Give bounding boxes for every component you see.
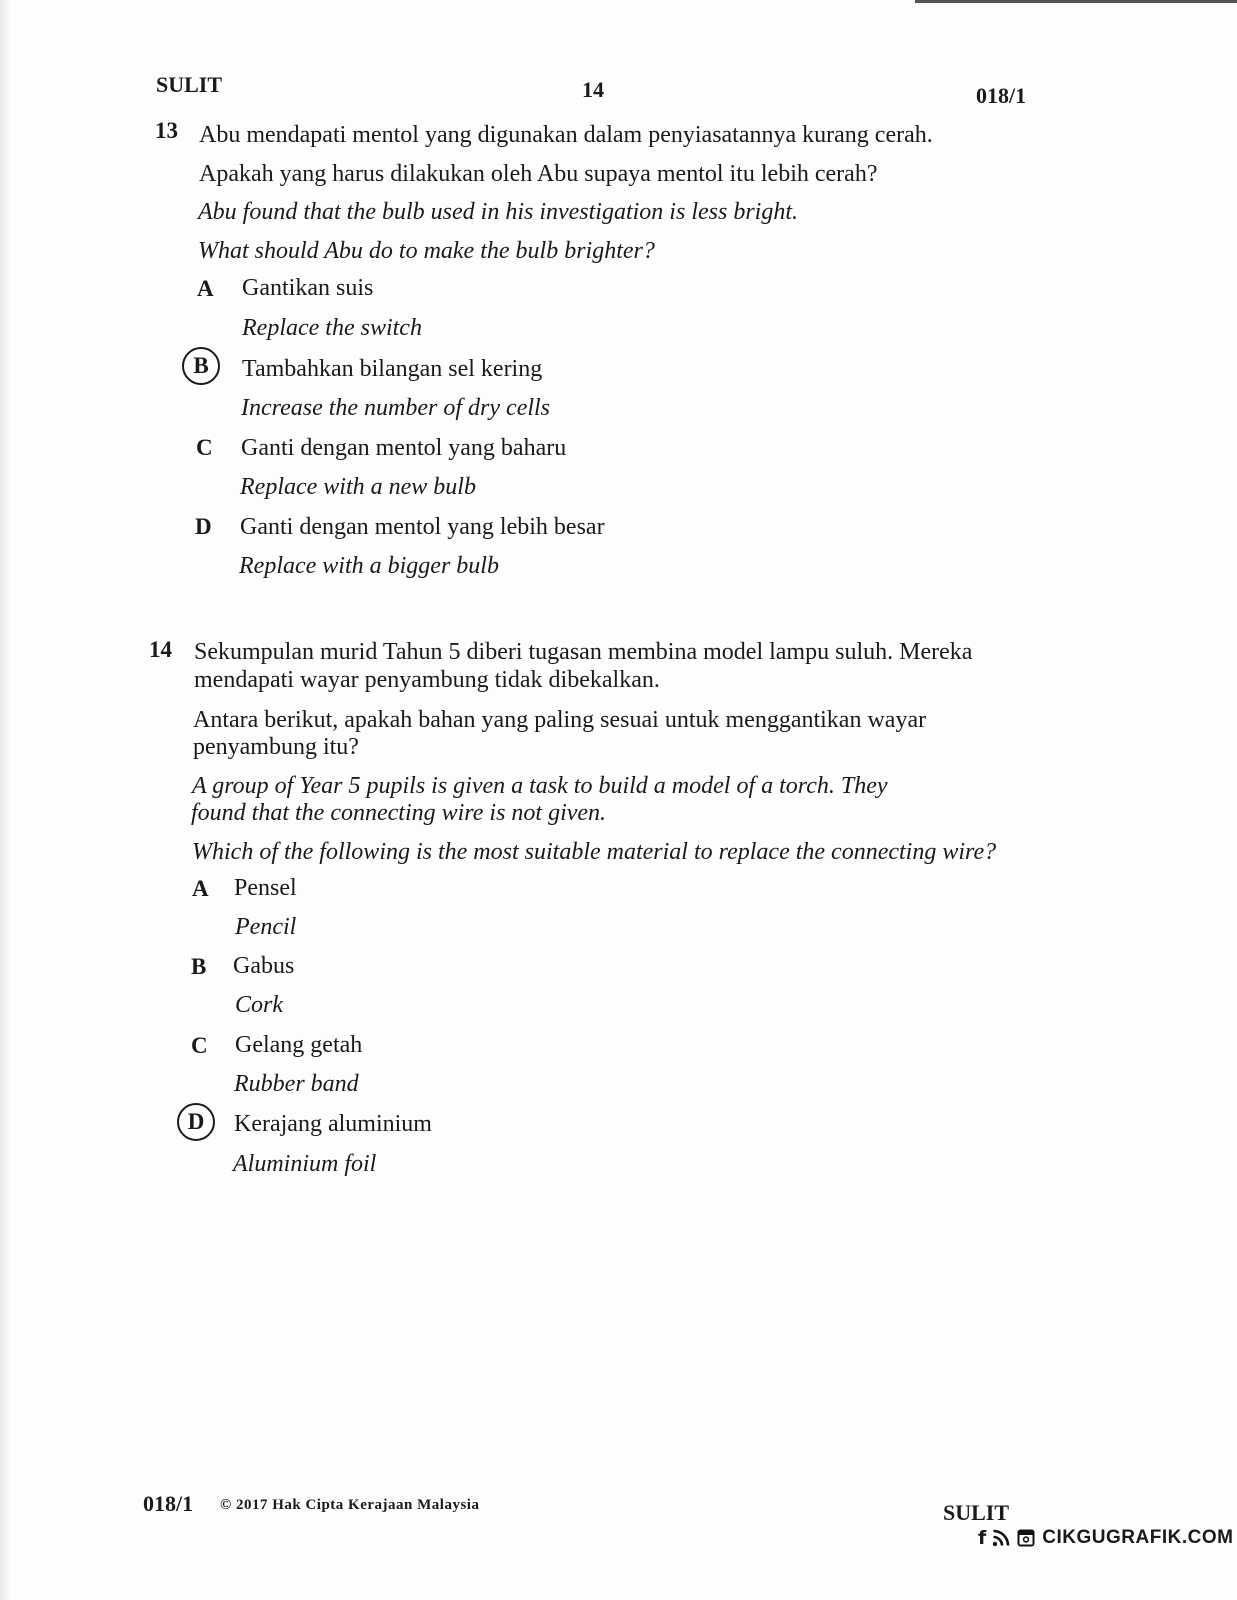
question-stem-ms-line1: Sekumpulan murid Tahun 5 diberi tugasan membina model lampu suluh. Mereka: [194, 639, 973, 665]
header-sulit: SULIT: [156, 72, 223, 97]
scan-edge-left: [0, 0, 12, 1600]
brand-watermark: [978, 1527, 1233, 1549]
scan-edge-top: [915, 0, 1237, 3]
rss-icon: [992, 1529, 1010, 1547]
option-a-letter: A: [197, 276, 214, 301]
question-ask-ms: Apakah yang harus dilakukan oleh Abu supaya mentol itu lebih cerah?: [199, 161, 878, 187]
option-c-letter: C: [191, 1033, 208, 1058]
question-stem-ms: Abu mendapati mentol yang digunakan dalam penyiasatannya kurang cerah.: [199, 122, 933, 148]
question-stem-en-line2: found that the connecting wire is not given.: [191, 800, 607, 826]
question-stem-en: Abu found that the bulb used in his investigation is less bright.: [198, 199, 798, 225]
question-ask-ms-line1: Antara berikut, apakah bahan yang paling sesuai untuk menggantikan wayar: [193, 707, 927, 733]
option-a-translation: Replace the switch: [242, 315, 422, 341]
facebook-icon: f: [978, 1527, 987, 1549]
question-ask-ms-line2: penyambung itu?: [193, 734, 359, 760]
option-a-translation: Pencil: [235, 914, 297, 940]
brand-text: CIKGUGRAFIK.COM: [1042, 1527, 1234, 1548]
header-paper-code: 018/1: [976, 83, 1027, 108]
option-a-letter: A: [192, 876, 209, 901]
option-c-translation: Rubber band: [234, 1071, 359, 1097]
option-a-text: Gantikan suis: [242, 275, 374, 301]
option-d-text: Kerajang aluminium: [234, 1111, 432, 1137]
option-c-text: Gelang getah: [235, 1032, 363, 1058]
option-d-letter: D: [195, 514, 212, 539]
option-b-text: Tambahkan bilangan sel kering: [242, 356, 543, 382]
question-ask-en: Which of the following is the most suitable material to replace the connecting wire?: [192, 839, 997, 865]
option-d-translation: Replace with a bigger bulb: [239, 553, 499, 579]
option-c-letter: C: [196, 435, 213, 460]
footer-sulit: SULIT: [943, 1500, 1010, 1525]
question-number: 13: [155, 118, 178, 143]
option-d-translation: Aluminium foil: [233, 1151, 377, 1177]
instagram-icon: [1016, 1528, 1036, 1548]
question-stem-en-line1: A group of Year 5 pupils is given a task to build a model of a torch. They: [192, 773, 888, 799]
option-d-text: Ganti dengan mentol yang lebih besar: [240, 514, 605, 540]
question-number: 14: [149, 637, 172, 662]
option-d-letter-circled: D: [177, 1103, 215, 1141]
option-c-text: Ganti dengan mentol yang baharu: [241, 435, 567, 461]
page-number: 14: [582, 77, 604, 102]
question-ask-en: What should Abu do to make the bulb brighter?: [198, 238, 655, 264]
option-b-letter-circled: B: [182, 347, 220, 385]
option-b-translation: Increase the number of dry cells: [241, 395, 551, 421]
option-b-text: Gabus: [233, 953, 295, 979]
footer-paper-code: 018/1: [143, 1491, 194, 1516]
option-b-letter: B: [191, 954, 207, 979]
question-stem-ms-line2: mendapati wayar penyambung tidak dibekalkan.: [194, 667, 660, 693]
option-a-text: Pensel: [234, 875, 297, 901]
option-c-translation: Replace with a new bulb: [240, 474, 476, 500]
footer-copyright: © 2017 Hak Cipta Kerajaan Malaysia: [220, 1497, 480, 1513]
option-b-translation: Cork: [235, 992, 283, 1018]
